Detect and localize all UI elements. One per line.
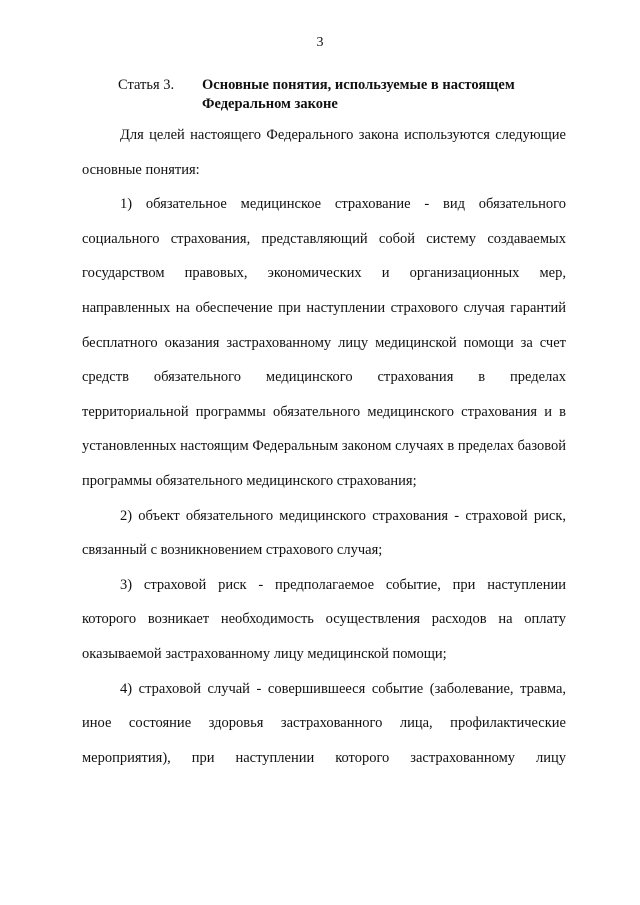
definition-item-4: 4) страховой случай - совершившееся событие (заболевание, травма, иное состояние здоровья застрахованного лица, профилактические мероприятия), при наступлении которого застрахованному лицу <box>82 680 566 766</box>
intro-paragraph: Для целей настоящего Федерального закона используются следующие основные понятия: <box>82 127 566 178</box>
definition-item-3: 3) страховой риск - предполагаемое событие, при наступлении которого возникает необходимость осуществления расходов на оплату оказываемой застрахованному лицу медицинской помощи; <box>82 576 566 662</box>
article-number: Статья 3. <box>118 77 175 93</box>
article-title: Основные понятия, используемые в настоящем Федеральном законе <box>202 77 515 112</box>
page-number: 3 <box>316 35 324 50</box>
definition-item-1: 1) обязательное медицинское страхование - вид обязательного социального страхования, представляющий собой систему создаваемых государством правовых, экономических и организационных мер, направленных на обеспечение при наступлении страхового случая гарантий бесплатного оказания застрахованному лицу медицинской помощи за счет средств обязательного медицинского страхования в пределах территориальной программы обязательного медицинского страхования и в установленных настоящим Федеральным законом случаях в пределах базовой программы обязательного медицинского страхования; <box>82 196 566 489</box>
definition-item-2: 2) объект обязательного медицинского страхования - страховой риск, связанный с возникновением страхового случая; <box>82 507 566 559</box>
document-body <box>82 118 566 775</box>
